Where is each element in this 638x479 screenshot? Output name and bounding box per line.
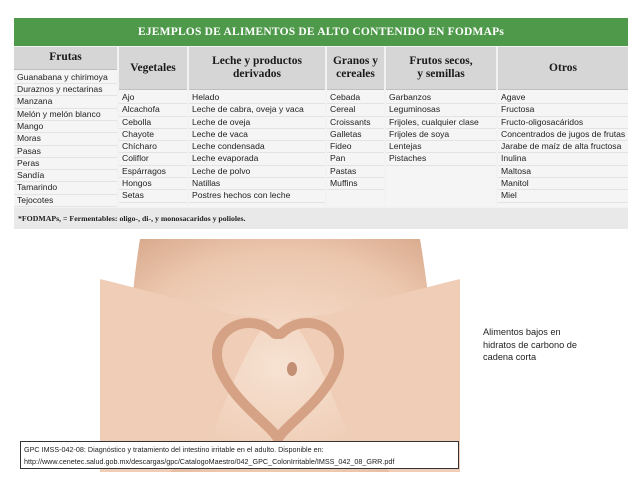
fodmap-table — [14, 18, 628, 229]
table-cell: Helado — [189, 92, 325, 104]
caption-line: hidratos de carbono de — [483, 339, 577, 350]
table-cell: Fructosa — [498, 104, 628, 116]
column-body — [498, 90, 628, 207]
column-header — [119, 47, 187, 90]
table-cell: Hongos — [119, 178, 187, 190]
column-header-text: Frutos secos, — [409, 55, 473, 67]
table-cell: Leche de cabra, oveja y vaca — [189, 104, 325, 116]
table-cell: Muffins — [327, 178, 384, 190]
table-cell: Pan — [327, 153, 384, 165]
column-leche — [189, 47, 325, 207]
column-body — [189, 90, 325, 207]
photo-illustration — [100, 239, 460, 472]
table-cell: Leche de vaca — [189, 129, 325, 141]
column-header-text: Leche y productos — [212, 55, 302, 67]
table-cell: Tejocotes — [14, 195, 117, 207]
table-cell: Garbanzos — [386, 92, 496, 104]
table-cell: Fructo-oligosacáridos — [498, 117, 628, 129]
table-cell: Manzana — [14, 96, 117, 108]
column-granos — [327, 47, 384, 207]
table-cell: Inulina — [498, 153, 628, 165]
table-cell: Leche evaporada — [189, 153, 325, 165]
column-header-text: Granos y — [332, 55, 379, 67]
table-footnote: *FODMAPs, = Fermentables: oligo-, di-, y monosacaridos y polioles. — [14, 208, 628, 229]
heart-hands-photo — [100, 239, 460, 472]
column-header — [14, 47, 117, 70]
table-cell: Setas — [119, 190, 187, 202]
table-cell: Croissants — [327, 117, 384, 129]
table-cell: Concentrados de jugos de frutas — [498, 129, 628, 141]
table-cell: Ajo — [119, 92, 187, 104]
column-header-text: y semillas — [417, 68, 465, 80]
table-cell: Pasas — [14, 146, 117, 158]
table-cell: Chícharo — [119, 141, 187, 153]
table-cell: Cebada — [327, 92, 384, 104]
table-columns — [14, 47, 628, 207]
column-header — [327, 47, 384, 90]
table-cell: Alcachofa — [119, 104, 187, 116]
table-cell: Pastas — [327, 166, 384, 178]
column-vegetales — [119, 47, 187, 207]
column-header-text: derivados — [233, 68, 281, 80]
column-header-text: Frutas — [49, 51, 82, 64]
column-frutos-secos — [386, 47, 496, 207]
column-header — [498, 47, 628, 90]
table-cell: Tamarindo — [14, 182, 117, 194]
table-cell: Pistaches — [386, 153, 496, 165]
column-frutas — [14, 47, 117, 207]
table-cell: Sandía — [14, 170, 117, 182]
table-cell: Lentejas — [386, 141, 496, 153]
column-header-text: cereales — [336, 68, 375, 80]
table-cell: Guanabana y chirimoya — [14, 72, 117, 84]
table-cell: Frijoles de soya — [386, 129, 496, 141]
table-cell: Peras — [14, 158, 117, 170]
table-cell: Jarabe de maíz de alta fructosa — [498, 141, 628, 153]
table-cell: Leguminosas — [386, 104, 496, 116]
table-cell: Chayote — [119, 129, 187, 141]
table-cell: Cereal — [327, 104, 384, 116]
table-cell: Espárragos — [119, 166, 187, 178]
column-header — [386, 47, 496, 90]
table-cell: Cebolla — [119, 117, 187, 129]
column-header — [189, 47, 325, 90]
caption-line: cadena corta — [483, 352, 537, 362]
table-cell: Frijoles, cualquier clase — [386, 117, 496, 129]
citation-url[interactable]: http://www.cenetec.salud.gob.mx/descargas/gpc/CatalogoMaestro/042_GPC_ColonIrritable/IMSS_042_08_GRR.pdf — [24, 457, 395, 466]
table-cell: Melón y melón blanco — [14, 109, 117, 121]
column-body — [119, 90, 187, 207]
table-cell: Duraznos y nectarinas — [14, 84, 117, 96]
column-body — [14, 70, 117, 207]
citation-line: GPC IMSS-042-08: Diagnóstico y tratamiento del intestino irritable en el adulto. Disponible en: — [24, 445, 324, 454]
table-cell: Miel — [498, 190, 628, 202]
navel — [287, 362, 297, 376]
table-cell: Manitol — [498, 178, 628, 190]
table-cell: Coliflor — [119, 153, 187, 165]
table-cell: Fideo — [327, 141, 384, 153]
table-cell: Leche condensada — [189, 141, 325, 153]
table-cell: Natillas — [189, 178, 325, 190]
caption-line: Alimentos bajos en — [483, 327, 561, 337]
column-header-text: Otros — [549, 61, 577, 74]
table-cell: Leche de oveja — [189, 117, 325, 129]
column-otros — [498, 47, 628, 207]
column-body — [386, 90, 496, 207]
table-cell: Postres hechos con leche — [189, 190, 325, 202]
caption-text — [483, 326, 603, 364]
table-cell: Mango — [14, 121, 117, 133]
column-header-text: Vegetales — [130, 61, 176, 74]
table-cell: Maltosa — [498, 166, 628, 178]
table-title: EJEMPLOS DE ALIMENTOS DE ALTO CONTENIDO EN FODMAPs — [14, 18, 628, 46]
table-cell: Leche de polvo — [189, 166, 325, 178]
table-cell: Moras — [14, 133, 117, 145]
source-citation — [20, 441, 459, 469]
column-body — [327, 90, 384, 207]
table-cell: Agave — [498, 92, 628, 104]
table-cell: Galletas — [327, 129, 384, 141]
